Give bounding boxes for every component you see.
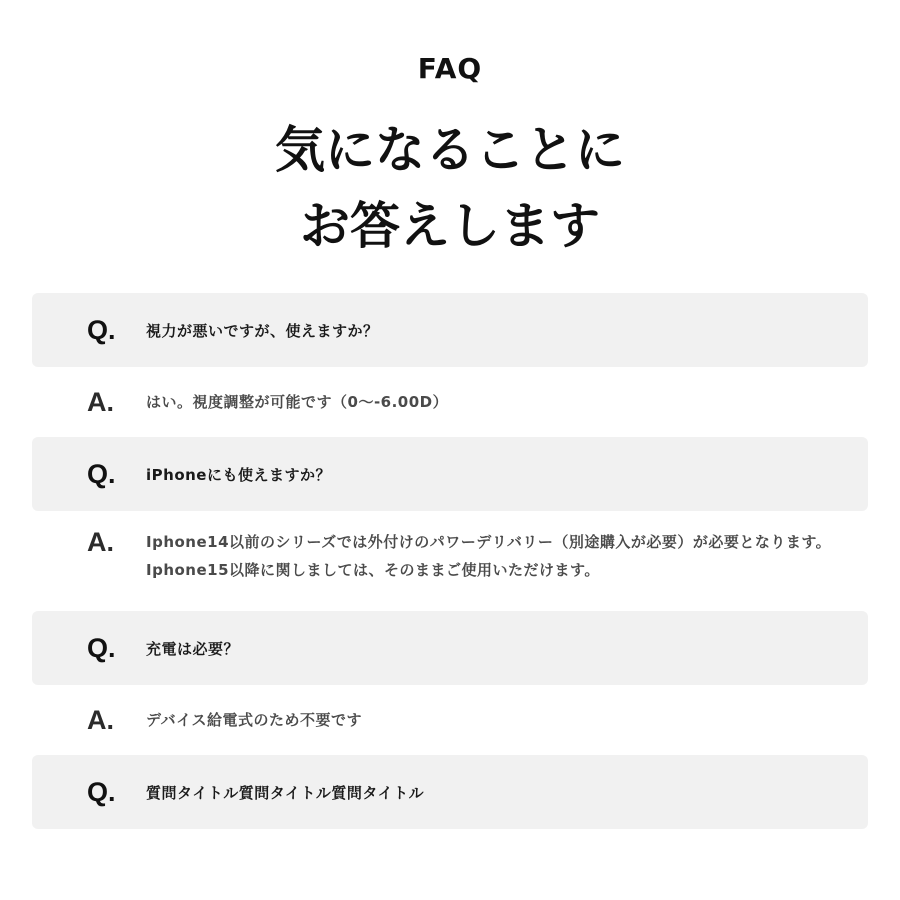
faq-question-1[interactable] bbox=[32, 293, 868, 367]
question-text: 充電は必要？ bbox=[146, 639, 240, 658]
headline-line-2: お答えします bbox=[300, 197, 600, 255]
answer-mark: A. bbox=[87, 386, 114, 417]
question-text: 質問タイトル質問タイトル質問タイトル bbox=[146, 783, 425, 802]
answer-text bbox=[146, 388, 448, 416]
question-text: iPhoneにも使えますか？ bbox=[146, 465, 331, 484]
faq-question-3[interactable] bbox=[32, 611, 868, 685]
faq-question-2[interactable] bbox=[32, 437, 868, 511]
question-mark: Q. bbox=[87, 632, 116, 663]
answer-line: デバイス給電式のため不要です bbox=[146, 711, 362, 729]
question-mark: Q. bbox=[87, 776, 116, 807]
answer-mark: A. bbox=[87, 527, 114, 557]
question-mark: Q. bbox=[87, 458, 116, 489]
question-text: 視力が悪いですが、使えますか？ bbox=[146, 321, 379, 340]
answer-line: Iphone15以降に関しましては、そのままご使用いただけます。 bbox=[146, 561, 600, 579]
answer-mark: A. bbox=[87, 704, 114, 735]
section-headline bbox=[0, 112, 900, 264]
question-mark: Q. bbox=[87, 314, 116, 345]
faq-answer-1 bbox=[32, 367, 868, 437]
faq-answer-3 bbox=[32, 685, 868, 755]
answer-text bbox=[146, 528, 831, 584]
answer-text bbox=[146, 706, 362, 734]
faq-answer-2 bbox=[32, 511, 868, 611]
section-eyebrow: FAQ bbox=[417, 52, 483, 85]
faq-question-4[interactable] bbox=[32, 755, 868, 829]
headline-line-1: 気になることに bbox=[275, 121, 625, 179]
faq-list bbox=[32, 293, 868, 829]
answer-line: はい。視度調整が可能です（0〜-6.00D） bbox=[146, 393, 449, 411]
answer-line: Iphone14以前のシリーズでは外付けのパワーデリバリー（別途購入が必要）が必要となります。 bbox=[146, 533, 832, 551]
